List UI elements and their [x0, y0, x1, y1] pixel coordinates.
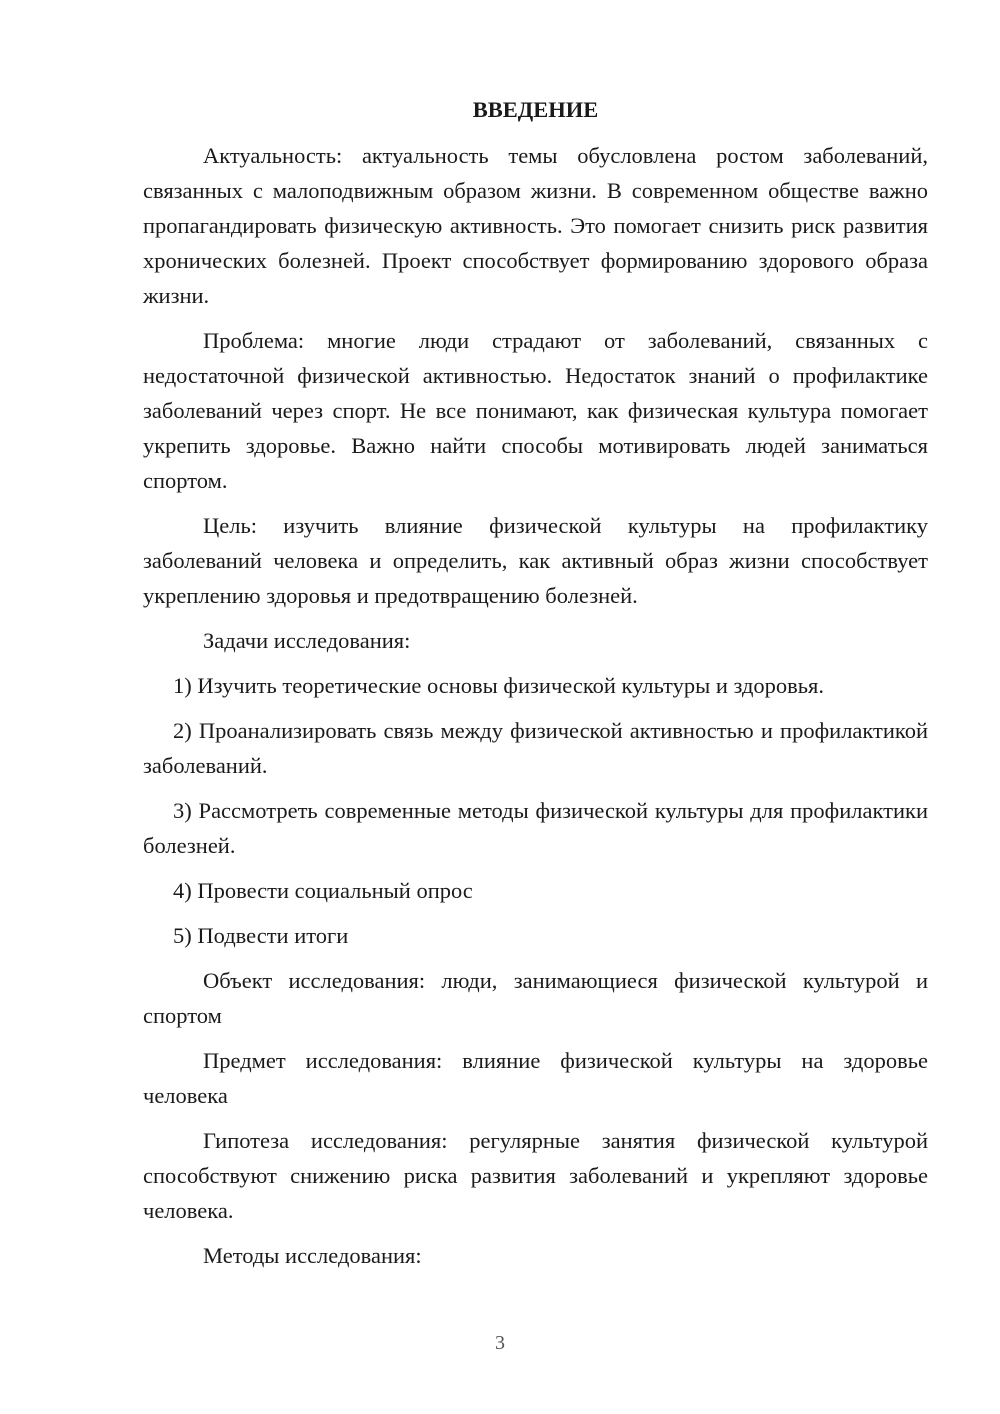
paragraph-research-methods: Методы исследования: — [203, 1243, 422, 1268]
section-title: ВВЕДЕНИЕ — [472, 97, 599, 122]
task-item-1: 1) Изучить теоретические основы физической культуры и здоровья. — [173, 673, 825, 698]
task-item-4: 4) Провести социальный опрос — [173, 878, 473, 903]
task-item-5: 5) Подвести итоги — [173, 923, 349, 948]
page-number: 3 — [495, 1332, 505, 1354]
task-item-2: 2) Проанализировать связь между физической активностью и профилактикой заболеваний. — [143, 718, 928, 778]
paragraph-relevance: Актуальность: актуальность темы обусловлена ростом заболеваний, связанных с малоподвижным образом жизни. В современном обществе важно пропагандировать физическую активность. Это помогает снизить риск развития хронических болезней. Проект способствует формированию здорового образа жизни. — [143, 143, 928, 308]
paragraph-goal: Цель: изучить влияние физической культуры на профилактику заболеваний человека и определить, как активный образ жизни способствует укреплению здоровья и предотвращению болезней. — [143, 513, 928, 608]
paragraph-research-hypothesis: Гипотеза исследования: регулярные занятия физической культурой способствуют снижению риска развития заболеваний и укрепляют здоровье человека. — [143, 1128, 928, 1223]
document-page — [143, 92, 928, 1283]
task-item-3: 3) Рассмотреть современные методы физической культуры для профилактики болезней. — [143, 798, 928, 858]
paragraph-tasks-heading: Задачи исследования: — [203, 628, 411, 653]
paragraph-research-object: Объект исследования: люди, занимающиеся физической культурой и спортом — [143, 968, 928, 1028]
paragraph-problem: Проблема: многие люди страдают от заболеваний, связанных с недостаточной физической активностью. Недостаток знаний о профилактике заболеваний через спорт. Не все понимают, как физическая культура помогает укрепить здоровье. Важно найти способы мотивировать людей заниматься спортом. — [143, 328, 928, 493]
paragraph-research-subject: Предмет исследования: влияние физической культуры на здоровье человека — [143, 1048, 928, 1108]
